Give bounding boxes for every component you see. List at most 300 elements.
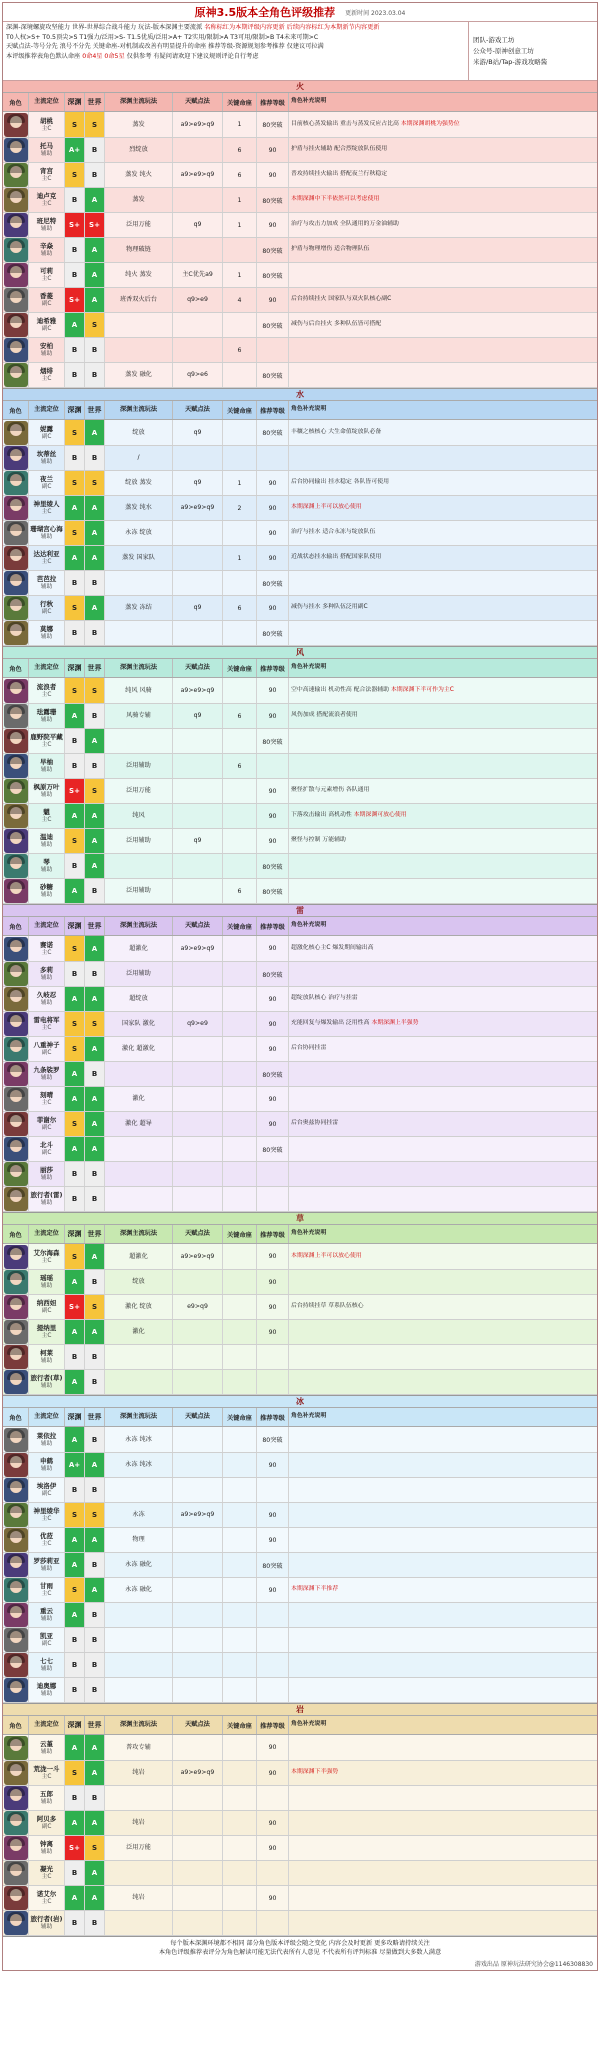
world-grade: B (85, 704, 105, 728)
character-cell (29, 987, 65, 1011)
header-talent: 天赋点法 (173, 659, 223, 677)
table-header (3, 659, 597, 678)
talent-order (173, 779, 223, 803)
note-cell (289, 471, 597, 495)
character-name: 旅行者(雷) (30, 1191, 63, 1199)
note-text: 下落攻击输出 高机动性 (291, 812, 352, 819)
abyss-grade: B (65, 571, 85, 595)
section-5 (3, 1396, 597, 1704)
talent-order (173, 1345, 223, 1369)
avatar-cell (3, 704, 29, 728)
playstyle: 激化 超激化 (105, 1037, 173, 1061)
note-cell (289, 1836, 597, 1860)
header-position: 主流定位 (29, 1408, 65, 1426)
section-3 (3, 905, 597, 1213)
abyss-grade: A (65, 987, 85, 1011)
table-row (3, 338, 597, 363)
table-row (3, 1886, 597, 1911)
note-cell (289, 313, 597, 337)
header-position: 主流定位 (29, 659, 65, 677)
avatar-cell (3, 779, 29, 803)
header-tier: 推荐等级 (257, 1225, 289, 1243)
talent-order (173, 1886, 223, 1910)
avatar (4, 1087, 28, 1111)
playstyle (105, 1187, 173, 1211)
character-role: 辅助 (40, 1616, 53, 1622)
character-role: 主C (41, 176, 52, 182)
note-cell (289, 1037, 597, 1061)
avatar (4, 879, 28, 903)
character-name: 重云 (40, 1607, 53, 1615)
abyss-grade: A (65, 1087, 85, 1111)
abyss-grade: B (65, 363, 85, 387)
character-name: 北斗 (40, 1141, 53, 1149)
key-constellation (223, 1503, 257, 1527)
table-row (3, 1911, 597, 1936)
key-constellation (223, 829, 257, 853)
key-constellation (223, 420, 257, 445)
avatar-cell (3, 1087, 29, 1111)
recommend-tier: 90 (257, 1320, 289, 1344)
note-cell (289, 1603, 597, 1627)
character-role: 辅助 (40, 1566, 53, 1572)
character-role: 副C (41, 484, 52, 490)
character-role: 主C (41, 201, 52, 207)
note-cell (289, 112, 597, 137)
avatar-cell (3, 546, 29, 570)
talent-order: q9 (173, 213, 223, 237)
header-tier: 推荐等级 (257, 659, 289, 677)
avatar-cell (3, 521, 29, 545)
character-name: 纳西妲 (36, 1299, 57, 1307)
talent-order: q9 (173, 596, 223, 620)
character-role: 辅助 (40, 767, 53, 773)
character-role: 辅助 (40, 151, 53, 157)
recommend-tier: 80突破 (257, 571, 289, 595)
key-constellation (223, 1911, 257, 1935)
character-cell (29, 1244, 65, 1269)
world-grade: S (85, 313, 105, 337)
note-text: 聚怪与控制 万能辅助 (291, 837, 346, 844)
world-grade: B (85, 1478, 105, 1502)
key-constellation (223, 1137, 257, 1161)
recommend-tier: 80突破 (257, 1427, 289, 1452)
header-position: 主流定位 (29, 1716, 65, 1734)
note-highlight: 本期深渊下半推荐 (291, 1586, 339, 1593)
abyss-grade: B (65, 1478, 85, 1502)
avatar (4, 313, 28, 337)
character-name: 迪希雅 (36, 317, 57, 325)
contact-block (468, 22, 597, 80)
character-cell (29, 1062, 65, 1086)
sections-container (3, 81, 597, 1937)
character-name: 云堇 (40, 1739, 53, 1748)
playstyle (105, 1137, 173, 1161)
key-constellation (223, 1012, 257, 1036)
table-row (3, 987, 597, 1012)
character-role: 主C (41, 1899, 52, 1905)
avatar (4, 546, 28, 570)
character-role: 辅助 (40, 251, 53, 257)
recommend-tier: 80突破 (257, 879, 289, 903)
table-row (3, 854, 597, 879)
character-role: 副C (41, 433, 52, 440)
note-cell (289, 1345, 597, 1369)
talent-order (173, 1786, 223, 1810)
intro-line: 本评级推荐表角色默认命座 0命4星 0命5星 仅供参考 有疑问请欢迎下建议规则评论自行考虑 (6, 52, 259, 60)
recommend-tier: 90 (257, 1295, 289, 1319)
talent-order (173, 1735, 223, 1760)
playstyle (105, 1062, 173, 1086)
abyss-grade: S (65, 1503, 85, 1527)
character-name: 香菱 (40, 292, 53, 300)
playstyle: 永冻 绽放 (105, 521, 173, 545)
character-cell (29, 1578, 65, 1602)
playstyle (105, 854, 173, 878)
recommend-tier: 80突破 (257, 112, 289, 137)
character-cell (29, 163, 65, 187)
playstyle: 班香双火后台 (105, 288, 173, 312)
character-role: 辅助 (40, 1924, 53, 1930)
character-role: 辅助 (40, 1283, 53, 1289)
playstyle: 泛用万能 (105, 213, 173, 237)
header-tier: 推荐等级 (257, 917, 289, 935)
character-role: 副C (41, 1641, 52, 1647)
avatar-cell (3, 1427, 29, 1452)
avatar (4, 1012, 28, 1036)
header-position: 主流定位 (29, 1225, 65, 1243)
table-row (3, 1037, 597, 1062)
abyss-grade: B (65, 1345, 85, 1369)
recommend-tier: 80突破 (257, 263, 289, 287)
note-cell (289, 621, 597, 645)
avatar (4, 1503, 28, 1527)
avatar (4, 729, 28, 753)
character-role: 主C (41, 376, 52, 382)
abyss-grade: B (65, 854, 85, 878)
character-cell (29, 854, 65, 878)
character-cell (29, 238, 65, 262)
abyss-grade: S (65, 1578, 85, 1602)
recommend-tier: 80突破 (257, 729, 289, 753)
table-row (3, 1578, 597, 1603)
table-row (3, 420, 597, 446)
avatar (4, 421, 28, 445)
avatar (4, 1320, 28, 1344)
table-row (3, 1653, 597, 1678)
world-grade: A (85, 546, 105, 570)
recommend-tier (257, 1653, 289, 1677)
key-constellation (223, 1427, 257, 1452)
playstyle: 激化 (105, 1320, 173, 1344)
key-constellation: 1 (223, 263, 257, 287)
note-text: 治疗与挂水 适合永冻与绽放队伍 (291, 529, 376, 536)
table-row (3, 1678, 597, 1703)
table-row (3, 1112, 597, 1137)
table-row (3, 213, 597, 238)
header-abyss: 深渊 (65, 659, 85, 677)
recommend-tier: 90 (257, 546, 289, 570)
world-grade: B (85, 1370, 105, 1394)
character-role: 辅助 (40, 1000, 53, 1006)
world-grade: B (85, 1603, 105, 1627)
footer (3, 1937, 597, 1959)
abyss-grade: A (65, 1062, 85, 1086)
recommend-tier: 90 (257, 1886, 289, 1910)
key-constellation: 6 (223, 754, 257, 778)
character-name: 刻晴 (40, 1091, 53, 1099)
world-grade: A (85, 1528, 105, 1552)
character-cell (29, 138, 65, 162)
playstyle: 永冻 纯冰 (105, 1427, 173, 1452)
avatar-cell (3, 1320, 29, 1344)
playstyle: 纯风 风骑 (105, 678, 173, 703)
world-grade: A (85, 1811, 105, 1835)
talent-order (173, 1628, 223, 1652)
character-name: 九条裟罗 (33, 1066, 60, 1074)
table-row (3, 263, 597, 288)
playstyle: 泛用万能 (105, 1836, 173, 1860)
character-cell (29, 678, 65, 703)
recommend-tier: 90 (257, 1811, 289, 1835)
note-highlight: 本期深渊上半可以放心使用 (291, 504, 362, 511)
avatar-cell (3, 1553, 29, 1577)
note-cell (289, 1811, 597, 1835)
recommend-tier (257, 1678, 289, 1702)
playstyle: 蒸发 冻结 (105, 596, 173, 620)
talent-order (173, 729, 223, 753)
recommend-tier: 80突破 (257, 621, 289, 645)
abyss-grade: A+ (65, 1453, 85, 1477)
character-cell (29, 1320, 65, 1344)
talent-order (173, 188, 223, 212)
character-name: 坎蒂丝 (36, 450, 57, 458)
world-grade: B (85, 1786, 105, 1810)
playstyle: 蒸发 纯火 (105, 163, 173, 187)
table-row (3, 1012, 597, 1037)
avatar (4, 1245, 28, 1269)
table-row (3, 1503, 597, 1528)
key-constellation: 6 (223, 704, 257, 728)
playstyle (105, 1603, 173, 1627)
world-grade: A (85, 1037, 105, 1061)
playstyle: 纯岩 (105, 1811, 173, 1835)
key-constellation (223, 804, 257, 828)
recommend-tier: 90 (257, 288, 289, 312)
talent-order (173, 987, 223, 1011)
table-row (3, 962, 597, 987)
table-row (3, 1811, 597, 1836)
avatar-cell (3, 163, 29, 187)
header-abyss: 深渊 (65, 1408, 85, 1426)
key-constellation (223, 987, 257, 1011)
character-cell (29, 1861, 65, 1885)
recommend-tier: 80突破 (257, 962, 289, 986)
avatar (4, 679, 28, 703)
table-row (3, 1453, 597, 1478)
avatar-cell (3, 471, 29, 495)
note-cell (289, 1528, 597, 1552)
character-cell (29, 1528, 65, 1552)
header-world: 世界 (85, 1408, 105, 1426)
note-cell (289, 596, 597, 620)
table-row (3, 1320, 597, 1345)
abyss-grade: S+ (65, 213, 85, 237)
avatar (4, 521, 28, 545)
abyss-grade: S (65, 596, 85, 620)
character-cell (29, 1628, 65, 1652)
abyss-grade: S (65, 1761, 85, 1785)
recommend-tier (257, 1786, 289, 1810)
character-name: 神里绫华 (33, 1507, 60, 1515)
character-role: 副C (41, 301, 52, 307)
intro-text (3, 22, 468, 80)
world-grade: A (85, 288, 105, 312)
key-constellation (223, 1678, 257, 1702)
abyss-grade: A (65, 1528, 85, 1552)
talent-order: a9>e9>q9 (173, 1761, 223, 1785)
recommend-tier: 90 (257, 1578, 289, 1602)
header-position: 主流定位 (29, 93, 65, 111)
character-name: 托马 (40, 142, 53, 150)
character-role: 辅助 (40, 1175, 53, 1181)
key-constellation (223, 854, 257, 878)
note-cell (289, 1886, 597, 1910)
key-constellation (223, 1187, 257, 1211)
character-role: 辅助 (40, 1799, 53, 1805)
character-cell (29, 1678, 65, 1702)
table-row (3, 1162, 597, 1187)
table-header (3, 1225, 597, 1244)
key-constellation: 1 (223, 112, 257, 137)
recommend-tier: 80突破 (257, 1137, 289, 1161)
table-row (3, 1628, 597, 1653)
character-cell (29, 571, 65, 595)
world-grade: B (85, 1553, 105, 1577)
note-text: 普攻持续挂火输出 搭配夜兰行秋稳定 (291, 171, 388, 178)
avatar-cell (3, 1678, 29, 1702)
note-cell (289, 678, 597, 703)
character-name: 迪奥娜 (36, 1682, 57, 1690)
character-name: 钟离 (40, 1840, 53, 1848)
key-constellation (223, 238, 257, 262)
world-grade: B (85, 1427, 105, 1452)
playstyle: / (105, 446, 173, 470)
playstyle: 激化 (105, 1087, 173, 1111)
header-note: 角色补充说明 (291, 406, 327, 413)
header-tier: 推荐等级 (257, 1408, 289, 1426)
recommend-tier: 90 (257, 1012, 289, 1036)
key-constellation (223, 1786, 257, 1810)
character-name: 丽莎 (40, 1166, 53, 1174)
avatar (4, 937, 28, 961)
playstyle (105, 621, 173, 645)
abyss-grade: A (65, 879, 85, 903)
character-name: 达达利亚 (33, 550, 60, 558)
note-highlight: 本期深渊下半可作为主C (390, 686, 454, 693)
table-row (3, 238, 597, 263)
recommend-tier: 90 (257, 1528, 289, 1552)
key-constellation: 1 (223, 213, 257, 237)
key-constellation (223, 1244, 257, 1269)
avatar (4, 188, 28, 212)
character-role: 主C (41, 1541, 52, 1547)
talent-order: q9 (173, 471, 223, 495)
avatar (4, 704, 28, 728)
talent-order (173, 1037, 223, 1061)
recommend-tier: 90 (257, 521, 289, 545)
talent-order (173, 621, 223, 645)
avatar (4, 804, 28, 828)
avatar (4, 1037, 28, 1061)
talent-order (173, 754, 223, 778)
key-constellation (223, 1062, 257, 1086)
note-cell (289, 879, 597, 903)
header-cons: 关键命座 (223, 401, 257, 419)
character-name: 埃洛伊 (36, 1482, 57, 1490)
note-cell (289, 446, 597, 470)
character-name: 五郎 (40, 1790, 53, 1798)
character-role: 主C (41, 125, 52, 132)
abyss-grade: A (65, 496, 85, 520)
talent-order (173, 1087, 223, 1111)
tier-list-page (2, 2, 598, 1971)
note-cell (289, 1370, 597, 1394)
note-cell (289, 1012, 597, 1036)
character-role: 辅助 (40, 1075, 53, 1081)
recommend-tier: 90 (257, 213, 289, 237)
abyss-grade: A (65, 313, 85, 337)
avatar-cell (3, 1578, 29, 1602)
table-header (3, 1716, 597, 1735)
note-text: 减伤与挂水 多种队伍泛用副C (291, 604, 368, 611)
world-grade: A (85, 1453, 105, 1477)
note-cell (289, 987, 597, 1011)
character-cell (29, 1836, 65, 1860)
talent-order: 主C优先a9 (173, 263, 223, 287)
avatar-cell (3, 1503, 29, 1527)
character-cell (29, 1761, 65, 1785)
world-grade: A (85, 1886, 105, 1910)
key-constellation (223, 1761, 257, 1785)
playstyle (105, 1162, 173, 1186)
talent-order: a9>e9>q9 (173, 496, 223, 520)
section-title: 雷 (3, 905, 597, 917)
table-row (3, 313, 597, 338)
playstyle (105, 1678, 173, 1702)
world-grade: B (85, 571, 105, 595)
abyss-grade: B (65, 1678, 85, 1702)
header-play: 深渊主流玩法 (105, 93, 173, 111)
playstyle: 绽放 蒸发 (105, 471, 173, 495)
abyss-grade: A+ (65, 138, 85, 162)
avatar (4, 1062, 28, 1086)
recommend-tier: 90 (257, 1112, 289, 1136)
character-cell (29, 1603, 65, 1627)
intro-block (3, 22, 597, 81)
recommend-tier: 80突破 (257, 188, 289, 212)
character-cell (29, 446, 65, 470)
avatar-cell (3, 1295, 29, 1319)
character-role: 辅助 (40, 1383, 53, 1389)
character-cell (29, 704, 65, 728)
table-row (3, 704, 597, 729)
character-role: 主C (41, 1774, 52, 1780)
character-name: 安柏 (40, 342, 53, 350)
abyss-grade: B (65, 1187, 85, 1211)
world-grade: A (85, 1761, 105, 1785)
avatar (4, 1137, 28, 1161)
